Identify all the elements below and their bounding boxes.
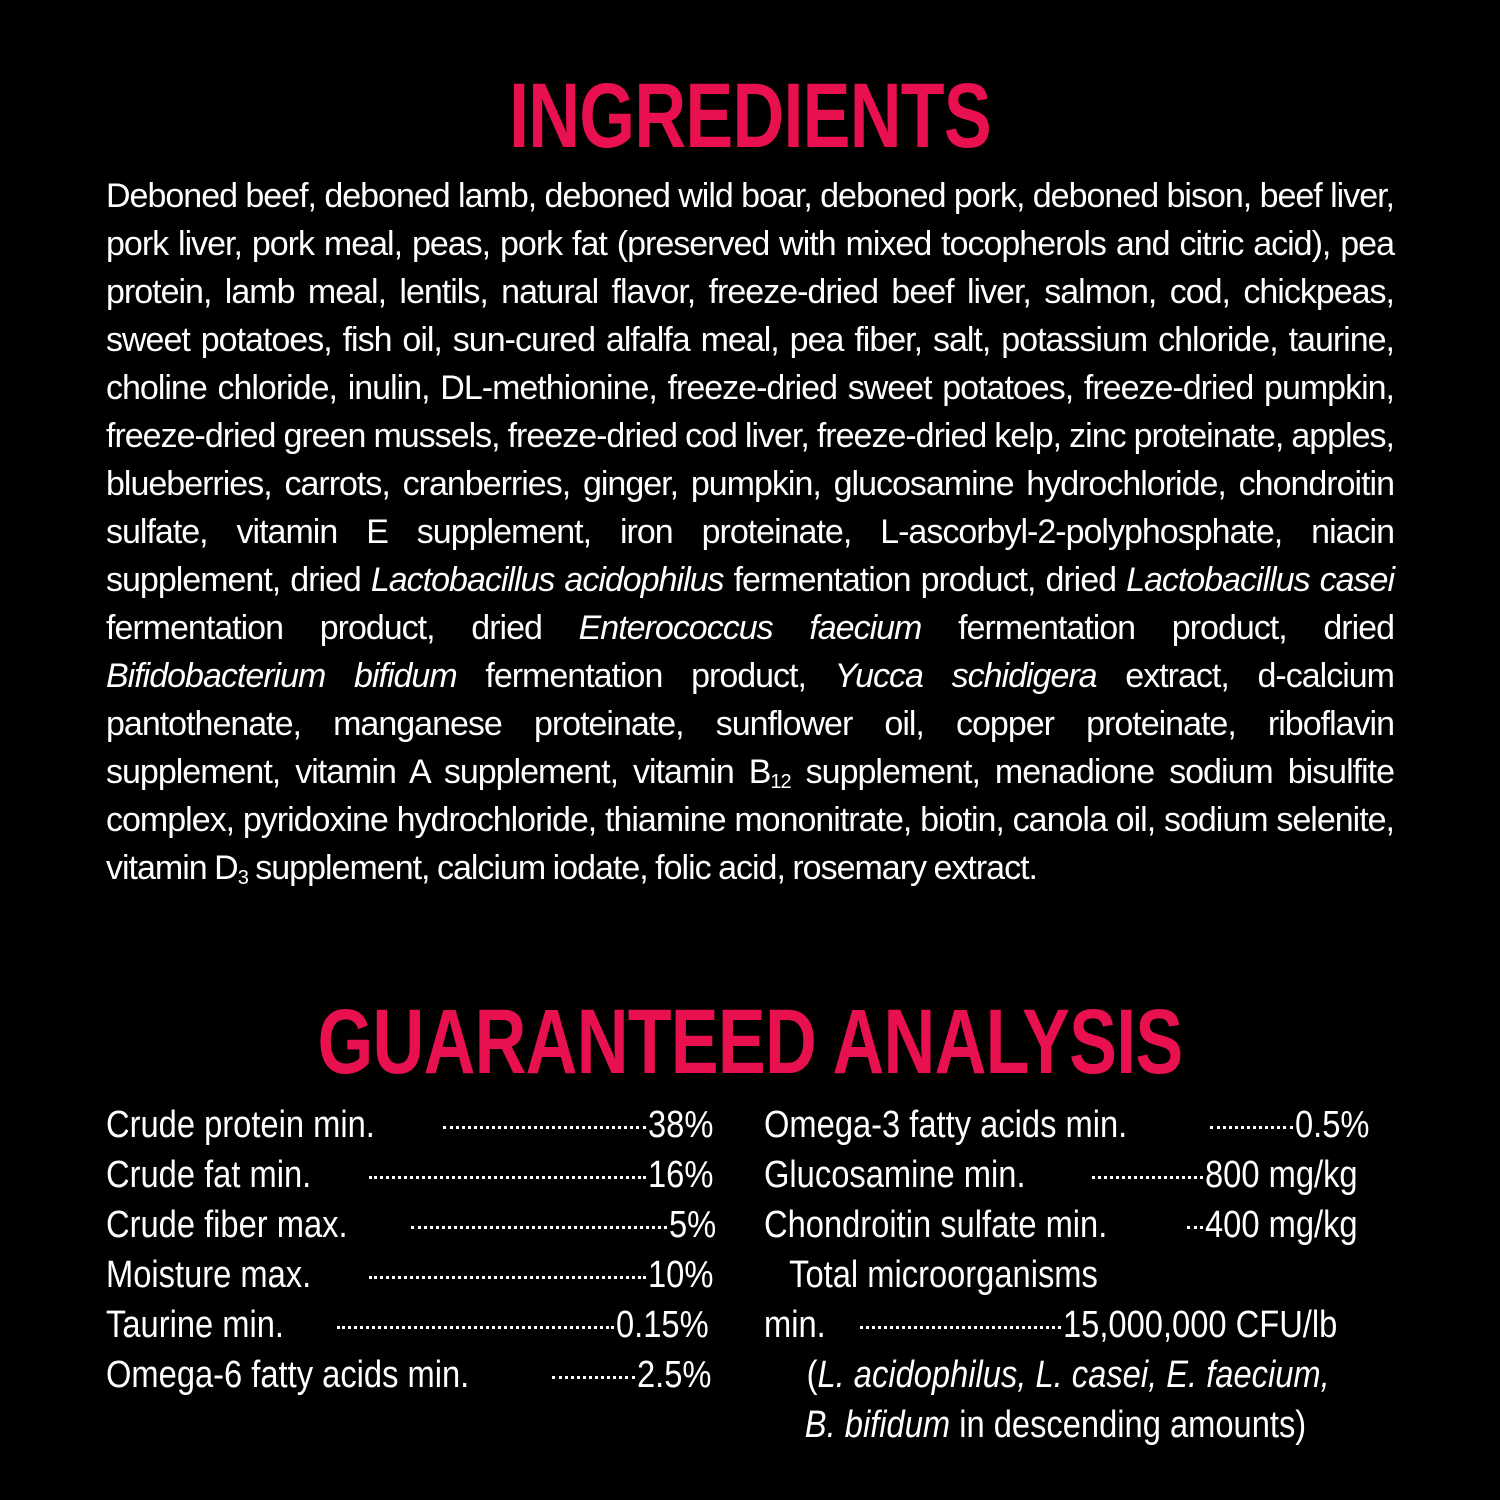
analysis-label: Omega-3 fatty acids min.: [764, 1104, 1128, 1146]
dot-leader: [860, 1326, 1061, 1329]
dot-leader: [443, 1126, 646, 1129]
analysis-label: min.: [764, 1304, 826, 1346]
analysis-value: 2.5%: [637, 1354, 712, 1396]
analysis-value: 5%: [669, 1204, 717, 1246]
analysis-row: [106, 1150, 724, 1200]
ingredient-text-segment: fermentation product,: [456, 657, 835, 695]
ingredient-text-segment: extract, d-calcium pantothenate, manganese proteinate, sunflower oil, copper proteinate, riboflavin supplement, vitamin A supplement, vitamin B: [106, 657, 1394, 791]
analysis-value: 15,000,000 CFU/lb: [1063, 1304, 1338, 1346]
dot-leader: [369, 1176, 646, 1179]
analysis-value: 38%: [647, 1104, 714, 1146]
dot-leader: [337, 1326, 614, 1329]
note-segment: in descending amounts): [950, 1404, 1307, 1446]
guaranteed-analysis-heading: GUARANTEED ANALYSIS: [317, 991, 1183, 1093]
analysis-label: Moisture max.: [106, 1254, 312, 1296]
analysis-value: 16%: [647, 1154, 714, 1196]
ingredients-text: [106, 172, 1394, 892]
ingredient-text-segment: fermentation product, dried: [921, 609, 1394, 647]
microorganisms-note-line: [764, 1350, 1382, 1400]
ingredient-text-segment: fermentation product, dried: [723, 561, 1127, 599]
ingredient-species-name: Lactobacillus casei: [1126, 561, 1395, 599]
analysis-list-right: [764, 1100, 1382, 1450]
species-abbreviation: L. acidophilus, L. casei, E. faecium,: [817, 1354, 1330, 1396]
analysis-label: Crude protein min.: [106, 1104, 375, 1146]
analysis-row: [106, 1350, 724, 1400]
dot-leader: [1210, 1126, 1293, 1129]
note-text: [807, 1350, 1330, 1400]
microorganisms-note-line: [764, 1400, 1382, 1450]
analysis-list-left: [106, 1100, 724, 1400]
analysis-row: [764, 1150, 1382, 1200]
microorganisms-label: [764, 1250, 1382, 1300]
analysis-row: [106, 1200, 724, 1250]
dot-leader: [1092, 1176, 1202, 1179]
analysis-label: Crude fiber max.: [106, 1204, 348, 1246]
ingredient-text-segment: supplement, menadione sodium bisulfite complex, pyridoxine hydrochloride, thiamine mononitrate, biotin, canola oil, sodium selenite, vitamin D: [106, 753, 1395, 887]
ingredients-heading: INGREDIENTS: [509, 65, 991, 167]
analysis-label: Glucosamine min.: [764, 1154, 1026, 1196]
analysis-row: [764, 1100, 1382, 1150]
dot-leader: [552, 1376, 635, 1379]
dot-leader: [411, 1226, 667, 1229]
analysis-value: 800 mg/kg: [1204, 1154, 1358, 1196]
analysis-row: [106, 1300, 724, 1350]
analysis-row: [764, 1300, 1382, 1350]
ingredient-species-name: Yucca schidigera: [834, 657, 1097, 695]
analysis-value: 0.15%: [616, 1304, 709, 1346]
ingredient-subscript: 3: [237, 867, 248, 889]
analysis-label: Omega-6 fatty acids min.: [106, 1354, 470, 1396]
analysis-label: Chondroitin sulfate min.: [764, 1204, 1108, 1246]
ingredient-text-segment: fermentation product, dried: [106, 609, 579, 647]
ingredient-text-segment: Deboned beef, deboned lamb, deboned wild boar, deboned pork, deboned bison, beef liver, pork liver, pork meal, peas, pork fat (preserved with mixed tocopherols and citric acid), pea protein, lamb meal, lentils, natural flavor, freeze-dried beef liver, salmon, cod, chickpeas, sweet potatoes, fish oil, sun-cured alfalfa meal, pea fiber, salt, potassium chloride, taurine, choline chloride, inulin, DL-methionine, freeze-dried sweet potatoes, freeze-dried pumpkin, freeze-dried green mussels, freeze-dried cod liver, freeze-dried kelp, zinc proteinate, apples, blueberries, carrots, cranberries, ginger, pumpkin, glucosamine hydrochloride, chondroitin sulfate, vitamin E supplement, iron proteinate, L-ascorbyl-2-polyphosphate, niacin supplement, dried: [106, 177, 1394, 599]
ingredient-species-name: Enterococcus faecium: [578, 609, 922, 647]
dot-leader: [369, 1276, 646, 1279]
analysis-label: Taurine min.: [106, 1304, 285, 1346]
analysis-row: [106, 1250, 724, 1300]
note-text: [805, 1400, 1306, 1450]
analysis-value: 0.5%: [1295, 1104, 1370, 1146]
microorganisms-label-text: Total microorganisms: [789, 1254, 1098, 1296]
species-abbreviation: B. bifidum: [804, 1404, 951, 1446]
ingredient-species-name: Lactobacillus acidophilus: [370, 561, 724, 599]
analysis-row: [106, 1100, 724, 1150]
note-segment: (: [806, 1354, 818, 1396]
analysis-row: [764, 1200, 1382, 1250]
analysis-value: 10%: [647, 1254, 714, 1296]
ingredient-species-name: Bifidobacterium bifidum: [106, 657, 457, 695]
ingredient-text-segment: supplement, calcium iodate, folic acid, rosemary extract.: [247, 849, 1037, 887]
ingredient-subscript: 12: [770, 771, 791, 793]
analysis-label: Crude fat min.: [106, 1154, 312, 1196]
analysis-value: 400 mg/kg: [1204, 1204, 1358, 1246]
dot-leader: [1187, 1226, 1202, 1229]
